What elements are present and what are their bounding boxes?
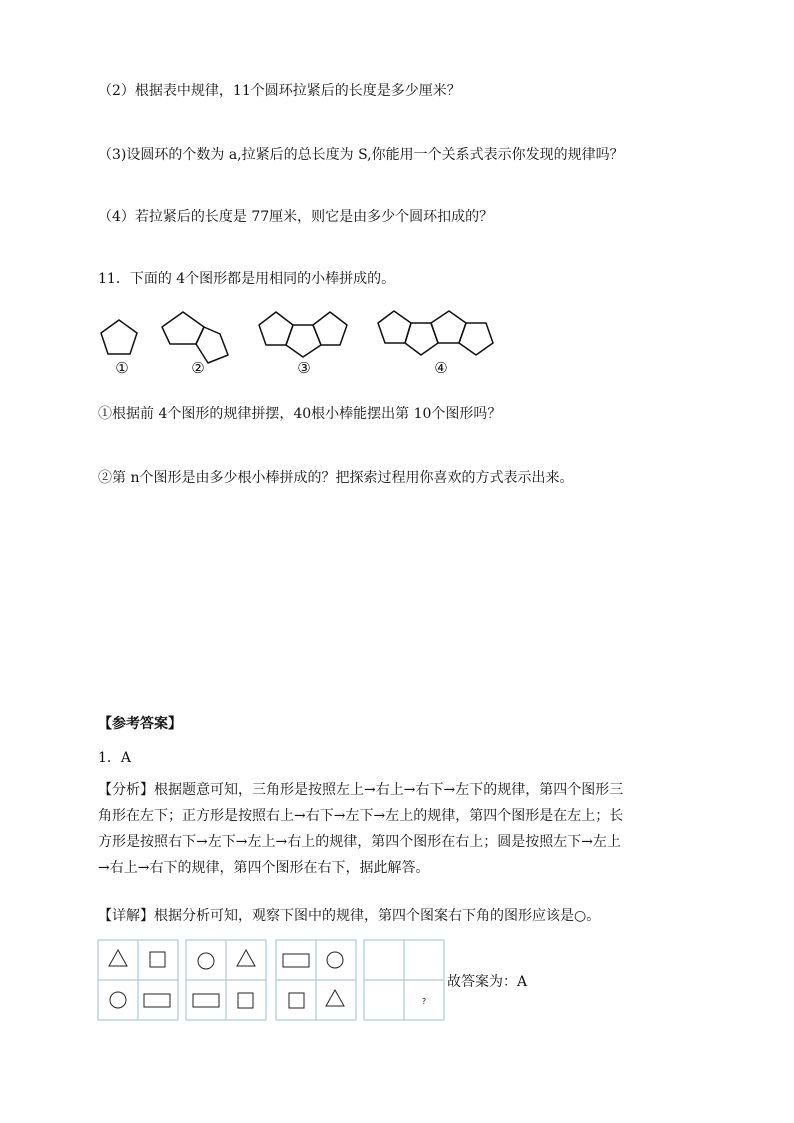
square-icon: [150, 952, 165, 967]
grid-question-mark: ?: [421, 997, 427, 1006]
figure-label-4: ④: [434, 359, 448, 377]
pattern-grid: [96, 938, 446, 1022]
triangle-icon: [109, 950, 127, 966]
question-10-2: （2）根据表中规律，11个圆环拉紧后的长度是多少厘米？: [98, 83, 461, 99]
analysis-paragraph: [98, 777, 702, 881]
pentagon-figure-2: [162, 312, 228, 363]
detail-paragraph: 【详解】根据分析可知，观察下图中的规律，第四个图案右下角的图形应该是○。: [98, 908, 601, 924]
triangle-icon: [326, 990, 344, 1006]
question-10-3: （3)设圆环的个数为 a,拉紧后的总长度为 S,你能用一个关系式表示你发现的规律吗？: [98, 147, 624, 163]
circle-icon: [110, 992, 126, 1008]
circle-icon: [327, 952, 343, 968]
figure-label-3: ③: [297, 359, 311, 377]
analysis-line: →右上→右下的规律，第四个图形在右下，据此解答。: [98, 860, 430, 876]
circle-icon: [198, 953, 214, 969]
pentagon-figure-4: [378, 311, 493, 355]
answer-1: 1．A: [98, 750, 132, 766]
triangle-icon: [237, 950, 255, 966]
pentagon-figure-1: [101, 320, 137, 354]
analysis-line: 方形是按照右下→左下→左上→右上的规律，第四个图形在右上；圆是按照左下→左上: [98, 834, 621, 850]
analysis-line: 角形在左下；正方形是按照右上→右下→左下→左上的规律，第四个图形是在左上；长: [98, 808, 624, 824]
analysis-line: 【分析】根据题意可知，三角形是按照左上→右上→右下→左下的规律，第四个图形三: [98, 782, 624, 798]
figure-label-2: ②: [191, 359, 205, 377]
answer-conclusion: 故答案为：A: [447, 974, 528, 990]
rectangle-icon: [283, 954, 309, 967]
rectangle-icon: [144, 994, 170, 1007]
pentagon-figures: [90, 300, 510, 380]
pentagon-figure-3: [259, 312, 347, 357]
square-icon: [289, 993, 304, 1008]
question-11-1: ①根据前 4个图形的规律拼摆，40根小棒能摆出第 10个图形吗？: [98, 406, 502, 422]
question-11: 11．下面的 4个图形都是用相同的小棒拼成的。: [98, 271, 396, 287]
square-icon: [238, 993, 253, 1008]
question-11-2: ②第 n个图形是由多少根小棒拼成的？把探索过程用你喜欢的方式表示出来。: [98, 470, 574, 486]
rectangle-icon: [193, 994, 219, 1007]
question-10-4: （4）若拉紧后的长度是 77厘米，则它是由多少个圆环扣成的？: [98, 209, 494, 225]
answers-heading: 【参考答案】: [98, 716, 182, 732]
figure-label-1: ①: [115, 359, 129, 377]
